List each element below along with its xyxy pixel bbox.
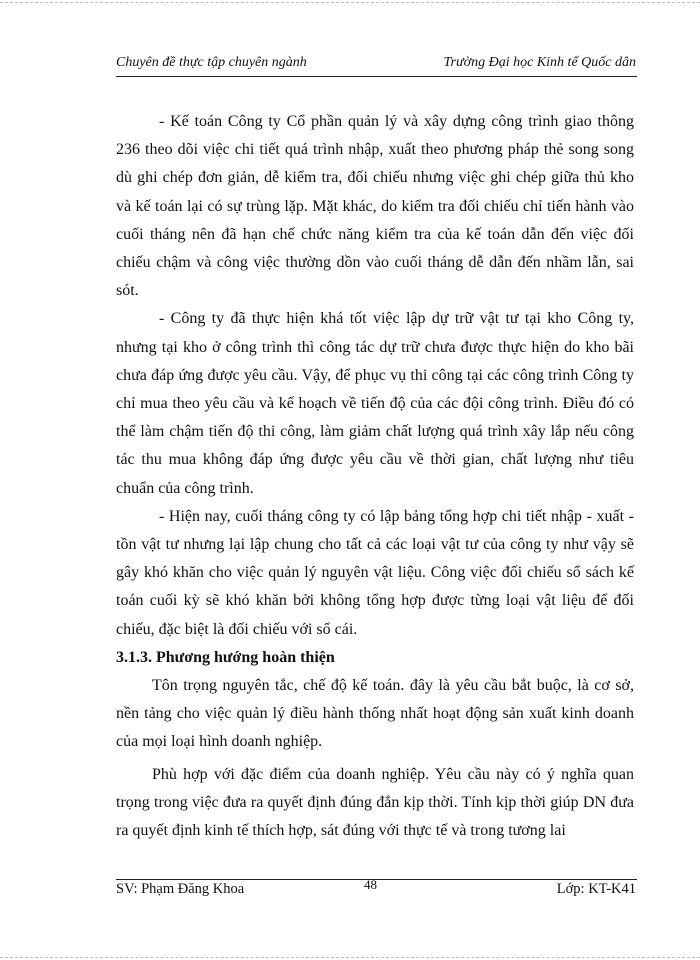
page-footer (116, 877, 636, 903)
paragraph-principles: Tôn trọng nguyên tắc, chế độ kế toán. đây là yêu cầu bắt buộc, là cơ sở, nền tảng cho việc quản lý điều hành thống nhất hoạt động sản xuất kinh doanh của mọi loại hình doanh nghiệp. (116, 677, 634, 751)
footer-class: Lớp: KT-K41 (556, 881, 636, 897)
page-top-edge (0, 2, 700, 3)
header-divider (116, 76, 637, 77)
header-right-text: Trường Đại học Kinh tế Quốc dân (443, 55, 636, 70)
page-number: 48 (364, 877, 377, 892)
paragraph-suitability: Phù hợp với đặc điểm của doanh nghiệp. Yêu cầu này có ý nghĩa quan trọng trong việc đưa ra quyết định đúng đắn kịp thời. Tính kịp thời giúp DN đưa ra quyết định kinh tế thích hợp, sát đúng với thực tế và trong tương lai (116, 765, 634, 840)
paragraph-material-reserve: - Công ty đã thực hiện khá tốt việc lập dự trữ vật tư tại kho Công ty, nhưng tại kho ở công trình thì công tác dự trữ chưa được thực hiện do kho bãi chưa đáp ứng được yêu cầu. Vậy, để phục vụ thi công tại các công trình Công ty chỉ mua theo yêu cầu và kế hoạch về tiến độ của các đội công trình. Điều đó có thể làm chậm tiến độ thi công, làm giảm chất lượng quá trình xây lắp nếu công tác thu mua không đáp ứng được yêu cầu về thời gian, chất lượng như tiêu chuẩn của công trình. (116, 310, 634, 497)
paragraph-accounting-tracking: - Kế toán Công ty Cổ phần quản lý và xây dựng công trình giao thông 236 theo dõi việc chi tiết quá trình nhập, xuất theo phương pháp thẻ song song dù ghi chép đơn giản, dễ kiểm tra, đối chiếu nhưng việc ghi chép giữa thủ kho và kế toán lại có sự trùng lặp. Mặt khác, do kiểm tra đối chiếu chỉ tiến hành vào cuối tháng nên đã hạn chế chức năng kiểm tra của kế toán dẫn đến việc đối chiếu chậm và công việc thường dồn vào cuối tháng dễ dẫn đến nhầm lẫn, sai sót. (116, 113, 634, 300)
footer-student-name: SV: Phạm Đăng Khoa (116, 881, 245, 897)
header-left-text: Chuyên đề thực tập chuyên ngành (116, 55, 307, 70)
page-bottom-edge (0, 957, 700, 958)
paragraph-summary-table: - Hiện nay, cuối tháng công ty có lập bảng tổng hợp chi tiết nhập - xuất - tồn vật tư nhưng lại lập chung cho tất cả các loại vật tư của công ty như vậy sẽ gây khó khăn cho việc quản lý nguyên vật liệu. Công việc đối chiếu sổ sách kế toán cuối kỳ sẽ khó khăn bởi không tổng hợp được từng loại vật liệu để đối chiếu, đặc biệt là đối chiếu với sổ cái. (116, 507, 634, 638)
page-header (116, 55, 636, 75)
section-heading: 3.1.3. Phương hướng hoàn thiện (116, 648, 335, 666)
document-body (116, 108, 634, 845)
